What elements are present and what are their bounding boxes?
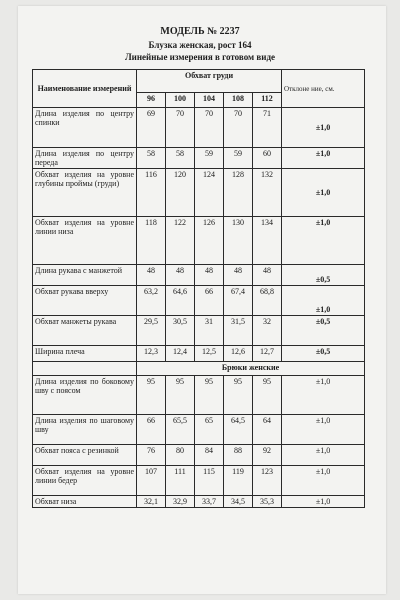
measurement-value: 35,3 <box>253 496 282 508</box>
size-header: 104 <box>195 93 224 108</box>
table-row <box>33 286 365 316</box>
measurement-value: 33,7 <box>195 496 224 508</box>
measurements-table <box>32 69 365 508</box>
measurement-value: 48 <box>224 265 253 286</box>
measurement-value: 69 <box>137 108 166 148</box>
size-header: 112 <box>253 93 282 108</box>
measurement-value: 119 <box>224 466 253 496</box>
measurement-value: 130 <box>224 217 253 265</box>
tolerance-column-header: Отклоне ние, см. <box>282 70 365 108</box>
measurement-value: 59 <box>224 148 253 169</box>
tolerance-value: ±1,0 <box>282 217 365 265</box>
table-row <box>33 217 365 265</box>
section-row <box>33 362 365 376</box>
measurement-name: Обхват низа <box>33 496 137 508</box>
measurement-value: 48 <box>253 265 282 286</box>
measurement-value: 63,2 <box>137 286 166 316</box>
measurement-value: 31,5 <box>224 316 253 346</box>
tolerance-value: ±1,0 <box>282 108 365 148</box>
tolerance-value: ±0,5 <box>282 265 365 286</box>
table-row <box>33 496 365 508</box>
measurement-value: 67,4 <box>224 286 253 316</box>
measurement-name: Обхват пояса с резинкой <box>33 445 137 466</box>
measurement-value: 120 <box>166 169 195 217</box>
measurement-name: Длина изделия по шаговому шву <box>33 415 137 445</box>
measurement-value: 12,7 <box>253 346 282 362</box>
measurement-value: 65,5 <box>166 415 195 445</box>
measurement-value: 128 <box>224 169 253 217</box>
table-row <box>33 376 365 415</box>
tolerance-value: ±1,0 <box>282 286 365 316</box>
tolerance-value: ±1,0 <box>282 415 365 445</box>
measurement-name: Обхват рукава вверху <box>33 286 137 316</box>
measurement-value: 68,8 <box>253 286 282 316</box>
product-title: Блузка женская, рост 164 <box>148 40 252 50</box>
measurement-value: 12,3 <box>137 346 166 362</box>
table-row <box>33 346 365 362</box>
table-row <box>33 466 365 496</box>
measurement-value: 64 <box>253 415 282 445</box>
measurement-value: 12,5 <box>195 346 224 362</box>
table-row <box>33 148 365 169</box>
measurement-value: 58 <box>137 148 166 169</box>
size-header: 100 <box>166 93 195 108</box>
measurement-name: Длина изделия по центру спинки <box>33 108 137 148</box>
measurement-value: 134 <box>253 217 282 265</box>
measurement-value: 48 <box>166 265 195 286</box>
measurement-value: 115 <box>195 466 224 496</box>
measurement-value: 64,5 <box>224 415 253 445</box>
measurement-value: 66 <box>195 286 224 316</box>
measurement-name: Обхват манжеты рукава <box>33 316 137 346</box>
measurement-value: 92 <box>253 445 282 466</box>
measurement-value: 32,9 <box>166 496 195 508</box>
measurement-value: 71 <box>253 108 282 148</box>
name-column-header: Наименование измерений <box>33 70 137 108</box>
measurement-name: Обхват изделия на уровне линии низа <box>33 217 137 265</box>
measurement-value: 29,5 <box>137 316 166 346</box>
tolerance-value: ±1,0 <box>282 148 365 169</box>
measurement-value: 76 <box>137 445 166 466</box>
measurement-value: 48 <box>195 265 224 286</box>
tolerance-value: ±1,0 <box>282 496 365 508</box>
table-row <box>33 445 365 466</box>
table-row <box>33 265 365 286</box>
section-title: Брюки женские <box>137 362 365 376</box>
tolerance-value: ±1,0 <box>282 445 365 466</box>
tolerance-value: ±0,5 <box>282 316 365 346</box>
measurement-value: 122 <box>166 217 195 265</box>
measurement-value: 34,5 <box>224 496 253 508</box>
measurement-value: 31 <box>195 316 224 346</box>
measurement-value: 65 <box>195 415 224 445</box>
measurement-value: 124 <box>195 169 224 217</box>
measurement-value: 60 <box>253 148 282 169</box>
measurement-value: 66 <box>137 415 166 445</box>
measurement-value: 70 <box>166 108 195 148</box>
measurement-value: 58 <box>166 148 195 169</box>
document-subtitle: Линейные измерения в готовом виде <box>124 52 276 62</box>
tolerance-value: ±1,0 <box>282 466 365 496</box>
table-row <box>33 316 365 346</box>
measurement-value: 126 <box>195 217 224 265</box>
measurement-value: 12,4 <box>166 346 195 362</box>
measurement-name: Ширина плеча <box>33 346 137 362</box>
measurement-value: 59 <box>195 148 224 169</box>
measurement-name: Обхват изделия на уровне линии бедер <box>33 466 137 496</box>
measurement-value: 30,5 <box>166 316 195 346</box>
measurement-value: 64,6 <box>166 286 195 316</box>
tolerance-value: ±1,0 <box>282 169 365 217</box>
measurement-value: 48 <box>137 265 166 286</box>
measurement-value: 32 <box>253 316 282 346</box>
measurement-value: 111 <box>166 466 195 496</box>
table-header-row <box>33 70 365 93</box>
measurement-value: 32,1 <box>137 496 166 508</box>
measurement-value: 80 <box>166 445 195 466</box>
measurement-name: Длина изделия по центру переда <box>33 148 137 169</box>
measurement-value: 95 <box>195 376 224 415</box>
tolerance-value: ±0,5 <box>282 346 365 362</box>
measurement-value: 84 <box>195 445 224 466</box>
tolerance-value: ±1,0 <box>282 376 365 415</box>
size-header: 108 <box>224 93 253 108</box>
measurement-name: Обхват изделия на уровне глубины проймы (груди) <box>33 169 137 217</box>
table-row <box>33 415 365 445</box>
chest-group-header: Обхват груди <box>137 70 282 93</box>
measurement-value: 95 <box>253 376 282 415</box>
measurement-value: 118 <box>137 217 166 265</box>
measurement-name: Длина рукава с манжетой <box>33 265 137 286</box>
measurement-value: 70 <box>224 108 253 148</box>
measurement-value: 88 <box>224 445 253 466</box>
measurement-value: 95 <box>166 376 195 415</box>
size-header: 96 <box>137 93 166 108</box>
measurement-value: 95 <box>137 376 166 415</box>
model-title: МОДЕЛЬ № 2237 <box>160 26 240 37</box>
measurement-value: 116 <box>137 169 166 217</box>
section-spacer <box>33 362 137 376</box>
measurement-value: 95 <box>224 376 253 415</box>
table-row <box>33 108 365 148</box>
table-row <box>33 169 365 217</box>
measurement-value: 123 <box>253 466 282 496</box>
measurement-value: 107 <box>137 466 166 496</box>
measurement-name: Длина изделия по боковому шву с поясом <box>33 376 137 415</box>
measurement-value: 70 <box>195 108 224 148</box>
measurement-value: 132 <box>253 169 282 217</box>
measurement-value: 12,6 <box>224 346 253 362</box>
